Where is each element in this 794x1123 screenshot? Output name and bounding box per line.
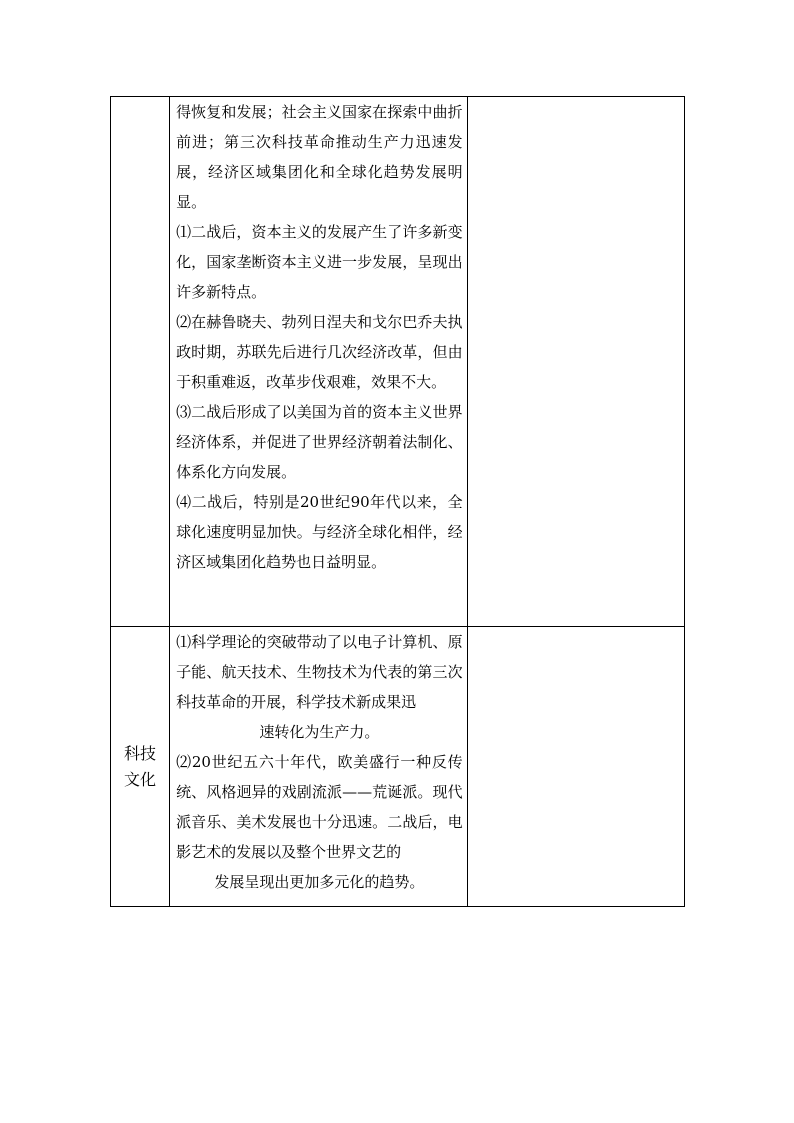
category-label: 文化 xyxy=(124,769,157,789)
content-paragraph: 发展呈现出更加多元化的趋势。 xyxy=(214,873,425,891)
category-label: 科技 xyxy=(124,743,157,763)
notes-cell xyxy=(467,97,684,627)
content-paragraph: ⑶二战后形成了以美国为首的资本主义世界经济体系，并促进了世界经济朝着法制化、体系化方向发展。 xyxy=(176,403,463,481)
category-cell xyxy=(111,627,170,907)
notes-cell xyxy=(467,627,684,907)
table-row xyxy=(111,97,685,627)
content-paragraph: 速转化为生产力。 xyxy=(259,723,380,741)
table-row xyxy=(111,627,685,907)
content-cell xyxy=(170,627,468,907)
content-paragraph: ⑷二战后，特别是20世纪90年代以来，全球化速度明显加快。与经济全球化相伴，经济区域集团化趋势也日益明显。 xyxy=(176,493,463,571)
history-summary-table xyxy=(110,96,685,907)
content-paragraph: ⑵20世纪五六十年代，欧美盛行一种反传统、风格迥异的戏剧流派——荒诞派。现代派音乐、美术发展也十分迅速。二战后，电影艺术的发展以及整个世界文艺的 xyxy=(176,753,463,861)
content-paragraph: 得恢复和发展；社会主义国家在探索中曲折前进；第三次科技革命推动生产力迅速发展，经济区域集团化和全球化趋势发展明显。 xyxy=(176,103,463,211)
content-cell xyxy=(170,97,468,627)
content-paragraph: ⑴二战后，资本主义的发展产生了许多新变化，国家垄断资本主义进一步发展，呈现出许多新特点。 xyxy=(176,223,463,301)
content-paragraph: ⑴科学理论的突破带动了以电子计算机、原子能、航天技术、生物技术为代表的第三次科技革命的开展，科学技术新成果迅 xyxy=(176,633,463,711)
category-cell xyxy=(111,97,170,627)
content-paragraph: ⑵在赫鲁晓夫、勃列日涅夫和戈尔巴乔夫执政时期，苏联先后进行几次经济改革，但由于积重难返，改革步伐艰难，效果不大。 xyxy=(176,313,463,391)
